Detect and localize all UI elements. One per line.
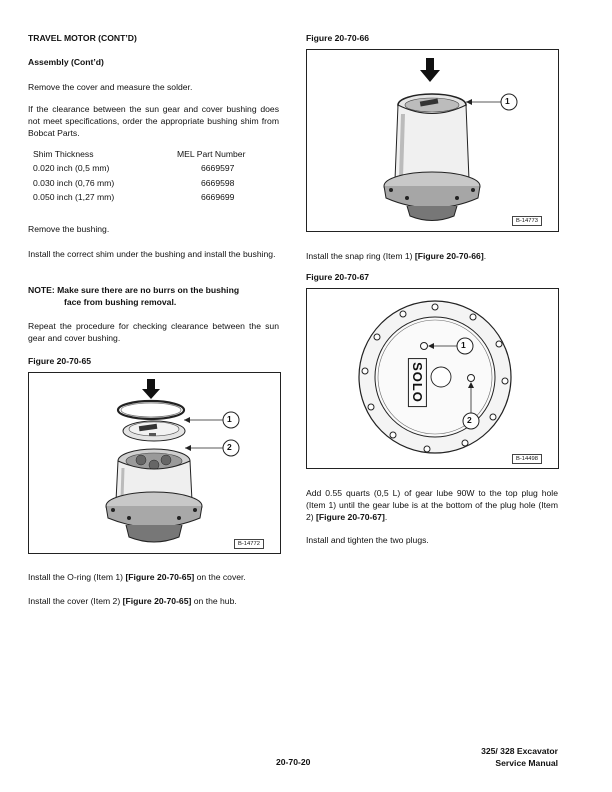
page-number: 20-70-20 — [276, 757, 311, 767]
text: on the cover. — [194, 572, 246, 582]
subsection-title: Assembly (Cont’d) — [28, 57, 104, 67]
table-header-row — [33, 149, 283, 161]
travel-motor-snap-ring-illustration — [307, 50, 558, 231]
figure-code: B-14772 — [234, 539, 264, 549]
manual-title — [481, 745, 558, 769]
paragraph-install-snap-ring — [306, 250, 558, 262]
text: Install the snap ring (Item 1) — [306, 251, 415, 261]
paragraph-add-gear-lube — [306, 487, 558, 524]
note-label: NOTE: — [28, 285, 55, 295]
table-row — [33, 163, 283, 175]
figure-reference: [Figure 20-70-65] — [125, 572, 195, 582]
text: . — [483, 251, 487, 261]
figure-20-70-65 — [28, 372, 281, 554]
paragraph-install-plugs: Install and tighten the two plugs. — [306, 535, 429, 545]
callout-2: 2 — [467, 415, 472, 425]
text: Install the O-ring (Item 1) — [28, 572, 126, 582]
table-row — [33, 192, 283, 204]
text: Install the cover (Item 2) — [28, 596, 123, 606]
figure-65-title: Figure 20-70-65 — [28, 356, 92, 366]
travel-motor-plug-holes-illustration — [307, 289, 558, 468]
table-cell: 6669597 — [201, 163, 235, 173]
travel-motor-exploded-illustration — [29, 373, 280, 553]
paragraph-install-oring — [28, 571, 279, 583]
paragraph-install-cover — [28, 595, 279, 607]
figure-reference: [Figure 20-70-66] — [414, 251, 484, 261]
callout-1: 1 — [227, 414, 232, 424]
paragraph-repeat: Repeat the procedure for checking clearance between the sun gear and cover bushing. — [28, 321, 279, 344]
manual-line-1: 325/ 328 Excavator — [481, 746, 558, 756]
figure-20-70-67 — [306, 288, 559, 469]
callout-1: 1 — [461, 340, 466, 350]
manual-line-2: Service Manual — [495, 758, 558, 768]
paragraph-remove-bushing: Remove the bushing. — [28, 224, 110, 234]
table-cell: 0.030 inch (0,76 mm) — [33, 178, 115, 188]
table-cell: 6669598 — [201, 178, 235, 188]
table-cell: 6669699 — [201, 192, 235, 202]
table-header: Shim Thickness — [33, 149, 94, 159]
table-row — [33, 178, 283, 190]
text: on the hub. — [191, 596, 237, 606]
figure-code: B-14498 — [512, 454, 542, 464]
paragraph-remove-cover: Remove the cover and measure the solder. — [28, 82, 193, 92]
figure-reference: [Figure 20-70-65] — [122, 596, 192, 606]
table-cell: 0.050 inch (1,27 mm) — [33, 192, 115, 202]
note-block — [28, 284, 279, 308]
figure-code: B-14773 — [512, 216, 542, 226]
callout-2: 2 — [227, 442, 232, 452]
note-line-2: face from bushing removal. — [64, 297, 177, 308]
text: Add 0.55 quarts (0,5 L) of gear lube 90W to the top plug hole (Item 1) until the gear lube is at the bottom of the plug hole (Item 2) — [306, 488, 558, 523]
table-header: MEL Part Number — [177, 149, 246, 159]
figure-67-title: Figure 20-70-67 — [306, 272, 370, 282]
paragraph-clearance: If the clearance between the sun gear and cover bushing does not meet specifications, order the appropriate bushing shim from Bobcat Parts. — [28, 104, 279, 139]
section-title: TRAVEL MOTOR (CONT’D) — [28, 33, 137, 43]
figure-66-title: Figure 20-70-66 — [306, 33, 370, 43]
figure-reference: [Figure 20-70-67] — [316, 512, 385, 523]
callout-1: 1 — [505, 96, 510, 106]
figure-20-70-66 — [306, 49, 559, 232]
paragraph-install-shim: Install the correct shim under the bushing and install the bushing. — [28, 249, 276, 259]
note-line-1: Make sure there are no burrs on the bushing — [57, 285, 240, 295]
text: . — [384, 512, 388, 523]
table-cell: 0.020 inch (0,5 mm) — [33, 163, 110, 173]
solo-stamp: SOLO — [408, 358, 427, 407]
